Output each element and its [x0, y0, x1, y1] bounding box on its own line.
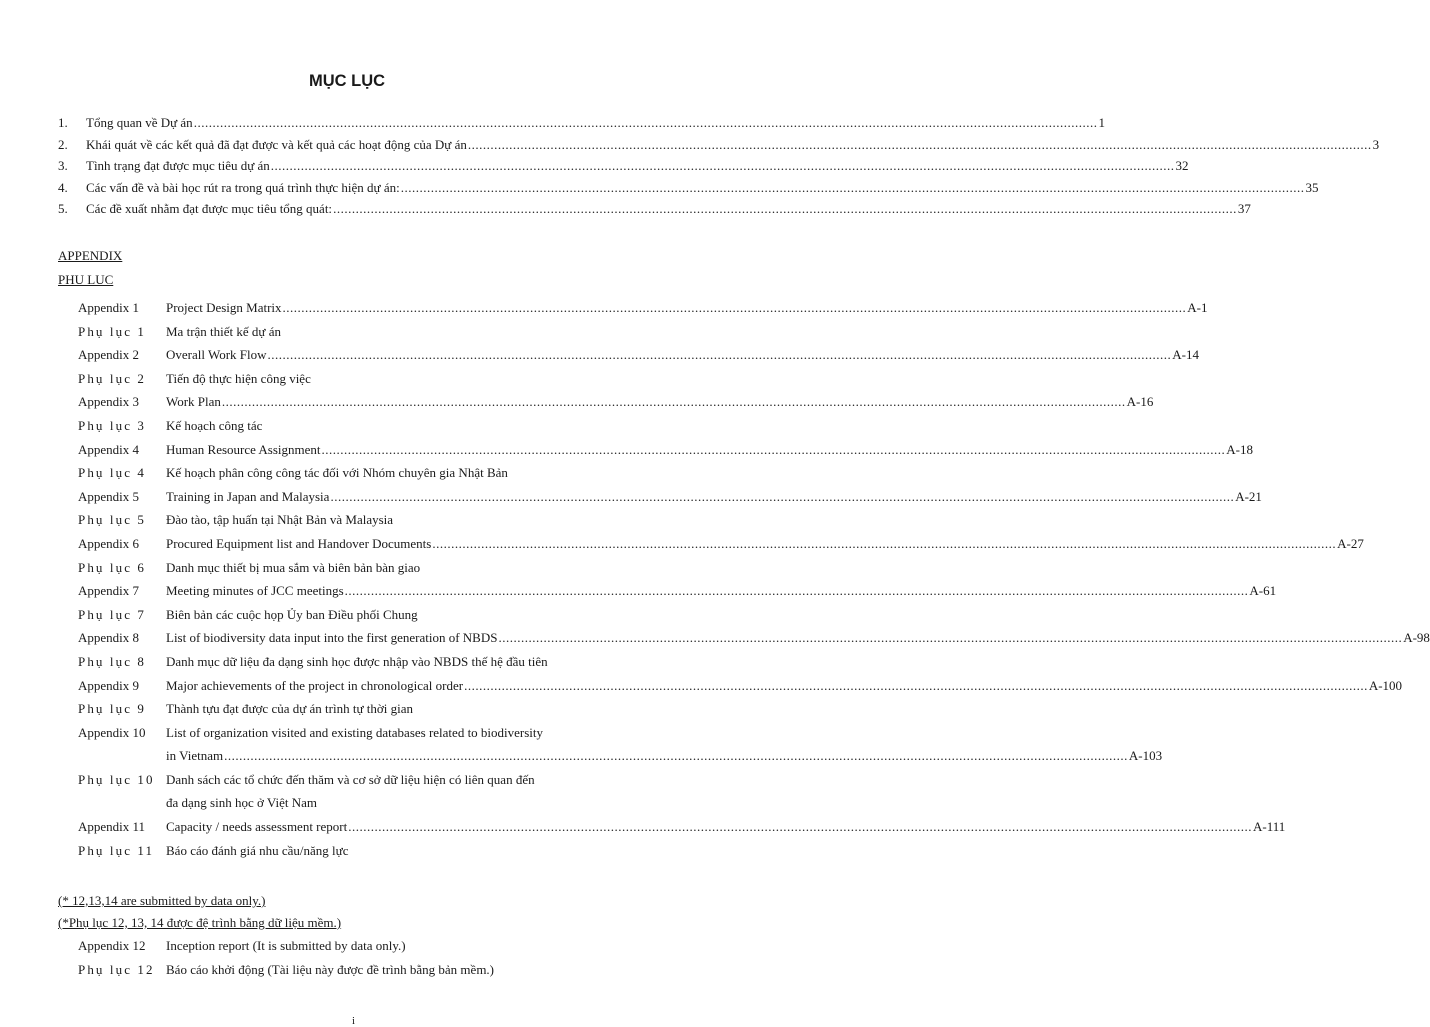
phuluc-title: Danh mục thiết bị mua sắm và biên bản bàn giao	[166, 559, 421, 575]
phuluc-entry	[78, 772, 654, 796]
phuluc-title: Kế hoạch phân công công tác đối với Nhóm chuyên gia Nhật Bản	[166, 465, 508, 481]
appendix-title: Project Design Matrix	[166, 300, 282, 315]
appendix-key: Appendix 7	[78, 583, 140, 599]
toc-page: 37	[1237, 201, 1251, 216]
appendix-page: A-103	[1128, 748, 1163, 764]
toc-number: 2.	[58, 136, 68, 152]
dot-leader	[464, 678, 1368, 694]
appendix-key: Appendix 12	[78, 938, 146, 953]
toc-label: Khái quát về các kết quả đã đạt được và kết quả các hoạt động của Dự án	[86, 136, 467, 152]
phuluc-title: Đào tào, tập huấn tại Nhật Bản và Malaysia	[166, 512, 394, 528]
table-of-contents	[58, 115, 1380, 223]
dot-leader	[194, 115, 1098, 131]
toc-entry[interactable]	[58, 179, 1319, 202]
phuluc-key: Phụ lục 6	[78, 559, 147, 575]
appendix-key: Appendix 8	[78, 630, 140, 646]
dot-leader	[498, 630, 1402, 646]
appendix-page: A-111	[1252, 819, 1286, 835]
dot-leader	[222, 394, 1126, 410]
appendix-title: Work Plan	[166, 394, 221, 410]
appendix-title: List of biodiversity data input into the first generation of NBDS	[166, 630, 498, 646]
appendix-entry[interactable]	[78, 819, 1286, 843]
appendix-key: Appendix 11	[78, 819, 146, 835]
appendix-title: Major achievements of the project in chronological order	[166, 677, 464, 693]
toc-number: 3.	[58, 158, 68, 173]
appendix-entry[interactable]	[78, 938, 654, 962]
appendix-page: A-21	[1235, 488, 1262, 504]
appendix-page: A-100	[1368, 677, 1403, 693]
phuluc-entry	[78, 560, 654, 584]
appendix-key: Appendix 3	[78, 394, 140, 410]
note-vietnamese: (*Phụ lục 12, 13, 14 được đệ trình bằng dữ liệu mềm.)	[58, 915, 342, 930]
phuluc-key: Phụ lục 8	[78, 653, 147, 669]
dot-leader	[432, 536, 1336, 552]
toc-page: 1	[1098, 115, 1105, 130]
phuluc-entry	[78, 512, 654, 536]
toc-number: 5.	[58, 201, 68, 216]
appendix-title: Capacity / needs assessment report	[166, 819, 348, 835]
phuluc-title: Tiến độ thực hiện công việc	[166, 370, 311, 386]
appendix-entry[interactable]	[78, 441, 1254, 466]
appendix-page: A-98	[1403, 630, 1430, 646]
dot-leader	[401, 180, 1305, 196]
appendix-page: A-18	[1226, 441, 1254, 457]
appendix-list-extra	[78, 938, 654, 985]
phuluc-entry	[78, 607, 654, 631]
toc-entry[interactable]	[58, 115, 1105, 137]
appendix-entry[interactable]	[78, 535, 1364, 560]
appendix-page: A-61	[1249, 583, 1277, 599]
phuluc-key: Phụ lục 3	[78, 417, 147, 433]
note-english: (* 12,13,14 are submitted by data only.)	[58, 893, 266, 908]
dot-leader	[322, 442, 1226, 458]
appendix-page: A-16	[1126, 394, 1154, 410]
appendix-entry[interactable]	[78, 347, 1200, 371]
phuluc-key: Phụ lục 7	[78, 606, 147, 622]
phuluc-entry	[78, 962, 654, 986]
phuluc-entry	[78, 465, 654, 489]
appendix-title: Overall Work Flow	[166, 347, 267, 363]
appendix-entry[interactable]	[78, 583, 1277, 607]
phuluc-key: Phụ lục 11	[78, 842, 155, 858]
phuluc-key: Phụ lục 2	[78, 370, 147, 386]
appendix-page: A-27	[1337, 535, 1364, 551]
toc-page: 32	[1175, 158, 1189, 173]
toc-number: 1.	[58, 115, 68, 130]
appendix-entry[interactable]	[78, 630, 1430, 654]
toc-number: 4.	[58, 179, 68, 195]
appendix-key: Appendix 4	[78, 441, 140, 457]
appendix-title: Meeting minutes of JCC meetings	[166, 583, 344, 599]
appendix-entry-continued[interactable]	[78, 748, 1163, 772]
appendix-title: List of organization visited and existing databases related to biodiversity	[166, 724, 544, 740]
toc-page: 3	[1372, 136, 1380, 152]
dot-leader	[283, 300, 1187, 316]
appendix-key: Appendix 10	[78, 724, 146, 740]
phuluc-key: Phụ lục 9	[78, 701, 147, 717]
dot-leader	[345, 583, 1249, 599]
phuluc-entry	[78, 654, 654, 678]
appendix-page: A-1	[1187, 300, 1208, 315]
phuluc-entry	[78, 371, 654, 395]
phuluc-key: Phụ lục 10	[78, 771, 155, 787]
appendix-page: A-14	[1172, 347, 1200, 363]
appendix-entry[interactable]	[78, 725, 654, 749]
appendix-title: Training in Japan and Malaysia	[166, 488, 330, 504]
dot-leader	[330, 489, 1234, 505]
phuluc-title: Danh sách các tổ chức đến thăm và cơ sở dữ liệu hiện có liên quan đến	[166, 771, 535, 787]
phuluc-title: Kế hoạch công tác	[166, 417, 263, 433]
appendix-key: Appendix 2	[78, 347, 140, 363]
toc-label: Các đề xuất nhằm đạt được mục tiêu tổng quát:	[86, 201, 333, 216]
phuluc-title: Báo cáo khởi động (Tài liệu này được đề trình bằng bản mềm.)	[166, 961, 495, 977]
dot-leader	[333, 201, 1237, 217]
phuluc-key: Phụ lục 12	[78, 961, 155, 977]
toc-label: Các vấn đề và bài học rút ra trong quá trình thực hiện dự án:	[86, 179, 400, 195]
appendix-heading: APPENDIX	[58, 248, 123, 263]
phuluc-entry-continued	[78, 795, 654, 819]
phuluc-title: Báo cáo đánh giá nhu cầu/năng lực	[166, 842, 349, 858]
phuluc-entry	[78, 843, 654, 867]
page-number: i	[352, 1015, 356, 1027]
phuluc-title: Danh mục dữ liệu đa dạng sinh học được nhập vào NBDS thế hệ đầu tiên	[166, 653, 548, 669]
dot-leader	[468, 137, 1372, 153]
appendix-key: Appendix 5	[78, 488, 140, 504]
toc-label: Tình trạng đạt được mục tiêu dự án	[86, 158, 270, 173]
phuluc-entry	[78, 701, 654, 725]
notes	[58, 893, 341, 937]
toc-entry[interactable]	[58, 158, 1189, 180]
phuluc-key: Phụ lục 4	[78, 465, 147, 481]
phuluc-entry	[78, 324, 654, 348]
appendix-key: Appendix 6	[78, 535, 140, 551]
appendix-title: Inception report (It is submitted by data only.)	[166, 938, 406, 953]
toc-entry[interactable]	[58, 136, 1380, 159]
dot-leader	[224, 748, 1128, 764]
dot-leader	[348, 819, 1252, 835]
appendix-title: Human Resource Assignment	[166, 441, 321, 457]
appendix-entry[interactable]	[78, 488, 1262, 513]
dot-leader	[271, 158, 1175, 174]
appendix-key: Appendix 9	[78, 677, 140, 693]
appendix-list	[78, 300, 1430, 866]
phuluc-key: Phụ lục 1	[78, 323, 147, 339]
toc-label: Tổng quan về Dự án	[86, 115, 193, 130]
phuluc-title: Thành tựu đạt được của dự án trình tự thời gian	[166, 701, 413, 717]
toc-entry[interactable]	[58, 201, 1251, 223]
appendix-entry[interactable]	[78, 300, 1208, 324]
appendix-entry[interactable]	[78, 677, 1403, 702]
appendix-title: Procured Equipment list and Handover Documents	[166, 535, 432, 551]
dot-leader	[268, 347, 1172, 363]
phuluc-key: Phụ lục 5	[78, 512, 147, 528]
phuluc-entry	[78, 418, 654, 442]
appendix-key: Appendix 1	[78, 300, 140, 315]
phuluc-title: Ma trận thiết kế dự án	[166, 323, 281, 339]
appendix-entry[interactable]	[78, 394, 1154, 418]
appendix-title-continued: in Vietnam	[166, 748, 224, 764]
phuluc-title: Biên bản các cuộc họp Ủy ban Điều phối Chung	[166, 606, 418, 622]
phuluc-heading: PHU LUC	[58, 272, 114, 287]
page-title: MỤC LỤC	[308, 72, 386, 90]
phuluc-title-continued: đa dạng sinh học ở Việt Nam	[166, 795, 317, 811]
toc-page: 35	[1305, 179, 1319, 195]
